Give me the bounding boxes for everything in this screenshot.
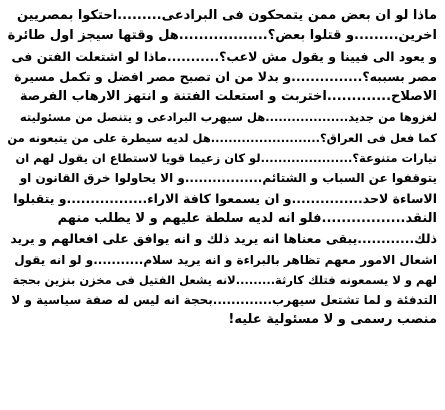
- text-line-9: يتوقفوا عن السباب و الشتائم.................و الا يحاولوا خرق القانون او: [19, 171, 437, 186]
- text-line-6: لغزوها من جديد...................هل سيهرب البرادعى و يتنصل من مسئوليته: [19, 110, 437, 125]
- text-line-13: اشعال الامور معهم تظاهر بالبراءة و انه يريد سلام...........و لو انه يقول: [14, 252, 437, 267]
- text-line-7: كما فعل فى العراق؟.........................هل لديه سيطرة على من يتبعونه من: [7, 130, 437, 145]
- text-line-2: اخرين.........و قتلوا بعض؟..................هل وقتها سيجز اول طائرة: [7, 28, 437, 44]
- text-line-8: تيارات متنوعة؟.....................لو كان زعيما قويا لاستطاع ان يقول لهم ان: [15, 151, 437, 166]
- text-line-15: التدفئة و لما تشتعل سيهرب.............بحجة انه ليس له صفة سياسية و لا: [11, 293, 437, 308]
- text-line-16: منصب رسمى و لا مسئولية عليه!: [228, 312, 437, 328]
- text-line-11: النقد.................فلو انه لديه سلطة عليهم و لا يطلب منهم: [57, 210, 437, 226]
- text-line-5: الاصلاح.............اختربت و استعلت الفتنة و انتهز الارهاب الفرصة: [19, 89, 437, 105]
- text-line-1: ماذا لو ان بعض ممن يتمحكون فى البرادعى.........احتكوا بمصريين: [16, 8, 437, 23]
- text-line-12: ذلك............يبقى معناها انه يريد ذلك و انه يوافق على افعالهم و يريد: [10, 231, 437, 247]
- text-line-14: لهم و لا يسمعونه فتلك كارثة.........لانه يشعل الفتيل فى مخزن بنزين بحجة: [12, 272, 437, 287]
- text-line-10: الاساءة لاحد...............و ان يسمعوا كافة الاراء.................و يتقبلوا: [13, 190, 437, 206]
- text-line-4: مصر بسببه؟...............و بدلا من ان تصبح مصر افضل و تكمل مسيرة: [14, 68, 437, 84]
- text-line-3: و يعود الى فيينا و يقول مش لاعب؟...........ماذا لو اشتعلت الفتن فى: [11, 48, 437, 64]
